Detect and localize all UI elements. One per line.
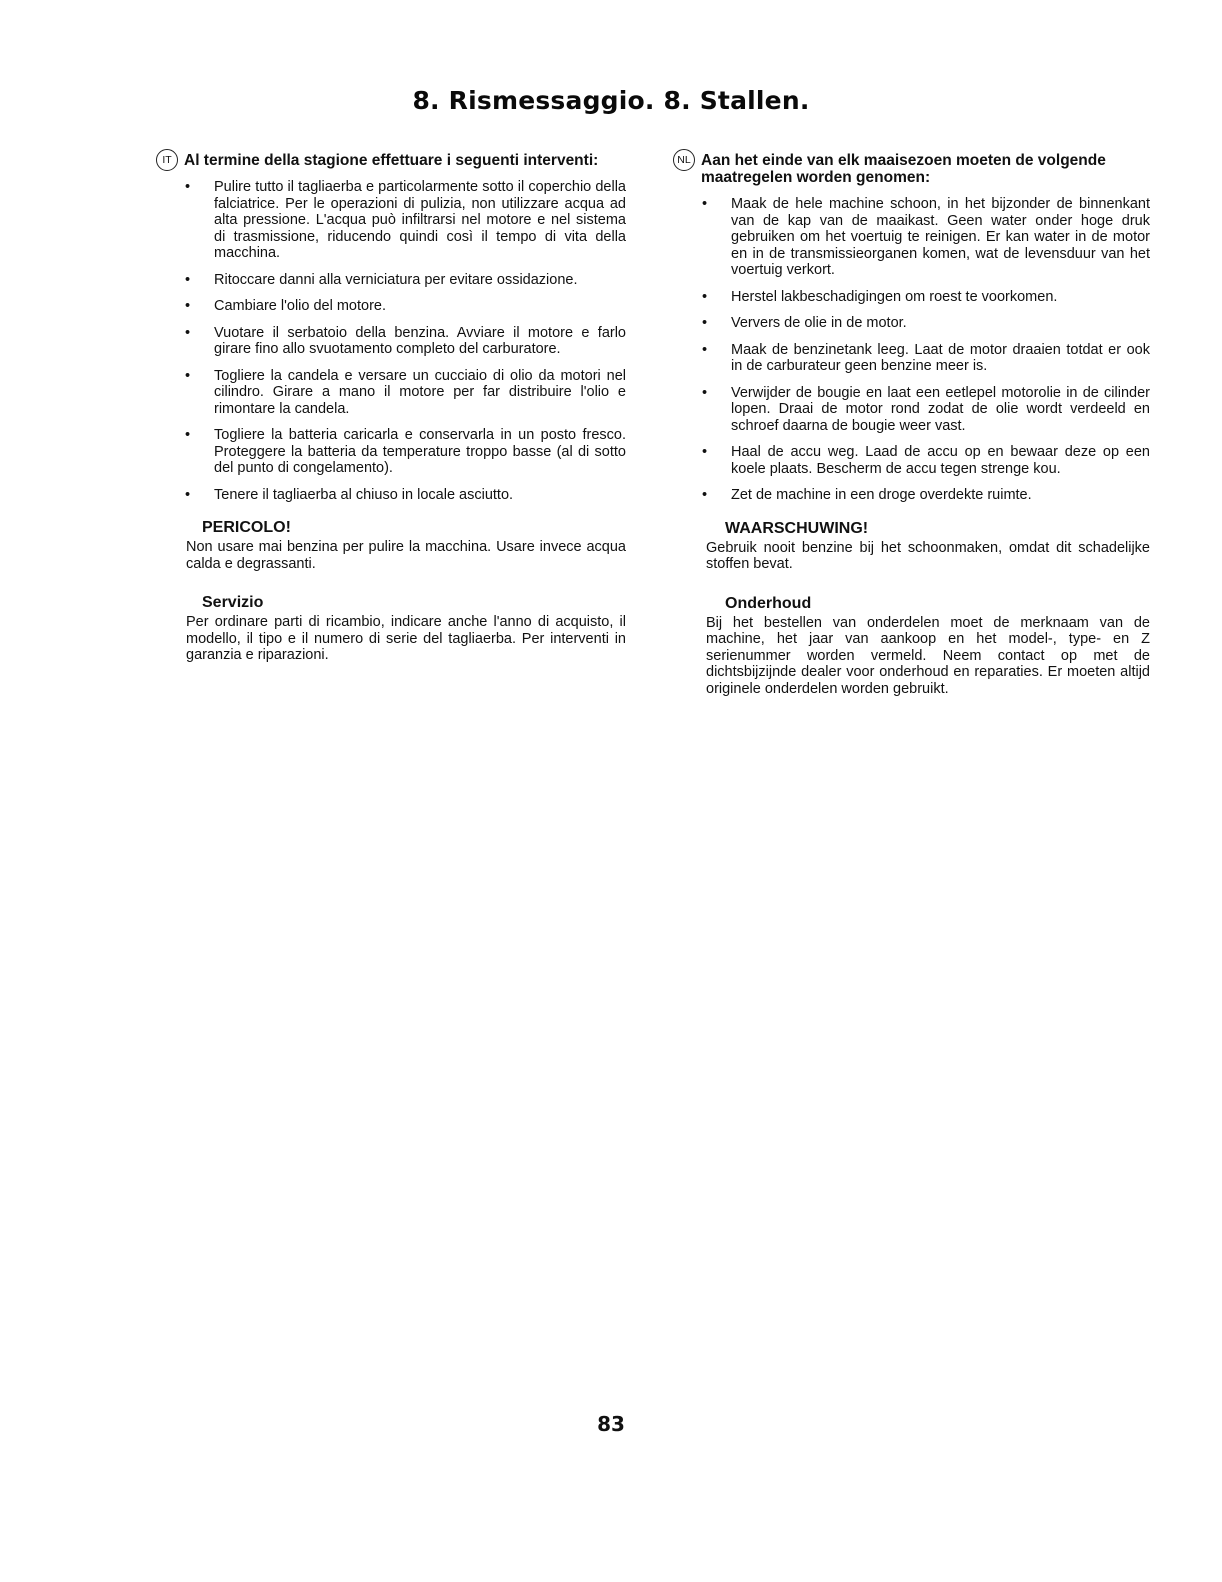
list-item: • Zet de machine in een droge overdekte ruimte. [702, 487, 1032, 503]
italian-warning-title: PERICOLO! [202, 519, 291, 536]
list-item: • Ritoccare danni alla verniciatura per evitare ossidazione. [185, 271, 578, 288]
list-item: • Herstel lakbeschadigingen om roest te voorkomen. [702, 288, 1058, 305]
bullet-icon: • [185, 427, 191, 443]
list-item: • Vuotare il serbatoio della benzina. Avviare il motore e farlo girare fino allo svuotamento completo del carburatore. [185, 324, 626, 357]
dutch-service-title: Onderhoud [725, 594, 812, 612]
italian-bullet-list [156, 179, 626, 503]
bullet-icon: • [702, 288, 708, 305]
bullet-icon: • [185, 324, 191, 341]
list-item: • Haal de accu weg. Laad de accu op en bewaar deze op een koele plaats. Bescherm de accu tegen strenge kou. [702, 444, 1150, 477]
dutch-service-text: Bij het bestellen van onderdelen moet de merknaam van de machine, het jaar van aankoop en het model-, type- en Z serienummer worden vermeld. Neem contact op met de dichtsbijzijnde dealer voor onderhoud en reparaties. Er moeten altijd originele onderdelen worden gebruikt. [706, 614, 1150, 697]
bullet-icon: • [185, 298, 191, 314]
italian-service-text: Per ordinare parti di ricambio, indicare anche l'anno di acquisto, il modello, il tipo e il numero di serie del tagliaerba. Per interventi in garanzia e riparazioni. [186, 614, 626, 663]
bullet-icon: • [702, 444, 708, 460]
italian-intro-text: Al termine della stagione effettuare i seguenti interventi: [184, 152, 599, 169]
dutch-intro-text: Aan het einde van elk maaisezoen moeten de volgende maatregelen worden genomen: [701, 152, 1106, 186]
list-item: • Tenere il tagliaerba al chiuso in locale asciutto. [185, 486, 514, 503]
dutch-warning-title: WAARSCHUWING! [725, 519, 869, 537]
italian-warning-text: Non usare mai benzina per pulire la macchina. Usare invece acqua calda e degrassanti. [186, 539, 626, 572]
dutch-intro [673, 152, 1150, 186]
italian-column [156, 152, 626, 664]
page-number: 83 [597, 1412, 625, 1436]
bullet-icon: • [702, 487, 708, 503]
list-item: • Maak de benzinetank leeg. Laat de motor draaien totdat er ook in de carburateur geen benzine meer is. [702, 341, 1150, 374]
list-item: • Pulire tutto il tagliaerba e particolarmente sotto il coperchio della falciatrice. Per le operazioni di pulizia, non utilizzare acqua ad alta pressione. L'acqua può infiltrarsi nel motore e nel sistema di trasmissione, riducendo quindi così il tempo di vita della macchina. [185, 179, 626, 261]
bullet-icon: • [185, 271, 191, 288]
bullet-icon: • [185, 486, 191, 503]
italian-intro [156, 152, 626, 169]
page-title: 8. Rismessaggio. 8. Stallen. [412, 86, 810, 115]
bullet-icon: • [702, 384, 708, 401]
list-item: • Cambiare l'olio del motore. [185, 298, 387, 314]
list-item: • Maak de hele machine schoon, in het bijzonder de binnenkant van de kap van de maaikast. Geen water onder hoge druk gebruiken om het voertuig te reinigen. Er kan water in de motor en in de transmissieorganen komen, wat de levensduur van het voertuig verkort. [702, 196, 1150, 278]
dutch-column [673, 152, 1150, 697]
bullet-icon: • [185, 367, 191, 384]
italian-service-title: Servizio [202, 594, 264, 611]
bullet-icon: • [702, 196, 708, 212]
italian-language-badge: IT [156, 149, 178, 171]
list-item: • Togliere la batteria caricarla e conservarla in un posto fresco. Proteggere la batteria da temperature troppo basse (al di sotto del punto di congelamento). [185, 427, 626, 476]
bullet-icon: • [185, 179, 191, 195]
bullet-icon: • [702, 341, 708, 358]
list-item: • Verwijder de bougie en laat een eetlepel motorolie in de cilinder lopen. Draai de motor rond zodat de olie wordt verdeeld en schroef daarna de bougie weer vast. [702, 384, 1150, 434]
list-item: • Togliere la candela e versare un cucciaio di olio da motori nel cilindro. Girare a mano il motore per far distribuire l'olio e rimontare la candela. [185, 367, 626, 417]
dutch-warning-text: Gebruik nooit benzine bij het schoonmaken, omdat dit schadelijke stoffen bevat. [706, 539, 1150, 572]
dutch-bullet-list [673, 196, 1150, 504]
list-item: • Ververs de olie in de motor. [702, 315, 907, 331]
bullet-icon: • [702, 315, 708, 331]
dutch-language-badge: NL [673, 149, 695, 171]
